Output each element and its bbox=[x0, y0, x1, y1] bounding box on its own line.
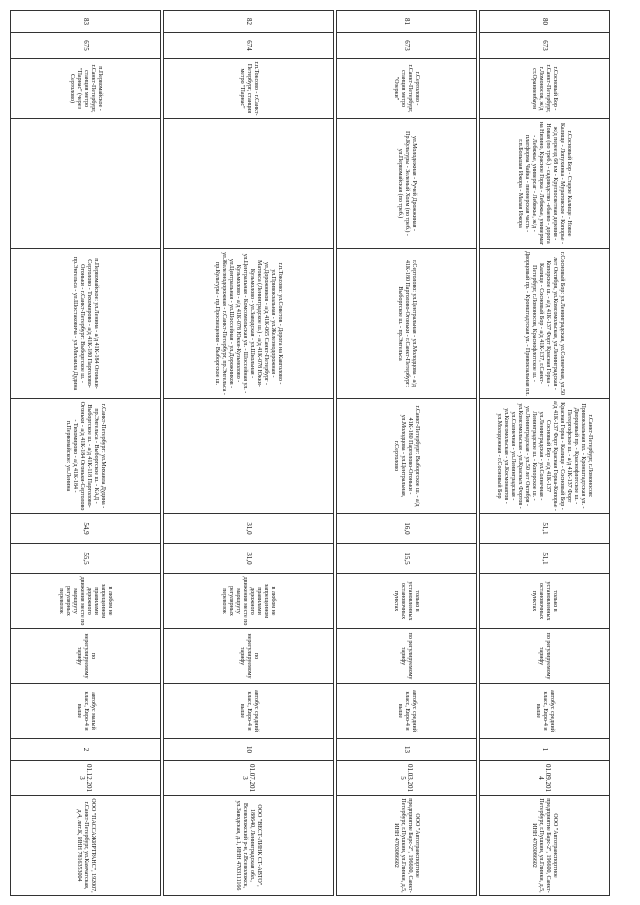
table-row bbox=[11, 11, 161, 896]
intermediate-stops: ул.Молодежная - Ручей Дрожжиная - Пр.Культуры - Зеленый Холм (по треб.) - ул.Первомайская (по треб.) bbox=[337, 119, 477, 249]
row-number: 83 bbox=[11, 11, 161, 33]
separator-cell bbox=[161, 11, 164, 896]
route-streets-back: г.Санкт-Петербург: ул.Михаила Дудина - пр.Энгельса - Выборгское ш. - КАД - Выборгское ш. - а/д 41К-118 Парголово-Огоньки - а/д 41К-184 Огоньки-Сертолово - Тихомирово - а/д 41К-184 - п.Первомайское: ул.Ленина bbox=[11, 399, 161, 514]
route-name: г.Сосновый Бор - г.Санкт-Петербург, г.Ломоносов, ж/д ст.Ораниенбаум bbox=[480, 59, 610, 119]
route-streets-back bbox=[164, 399, 334, 514]
length-back: 31,0 bbox=[164, 544, 334, 574]
row-separator bbox=[161, 11, 164, 896]
separator-cell bbox=[477, 11, 480, 896]
intermediate-stops bbox=[164, 119, 334, 249]
row-number: 81 bbox=[337, 11, 477, 33]
separator-cell bbox=[334, 11, 337, 896]
table-row bbox=[337, 11, 477, 896]
tariff-type: по регулируемому тарифу bbox=[337, 629, 477, 684]
tariff-type: по нерегулируемому тарифу bbox=[164, 629, 334, 684]
tariff-type: по нерегулируемому тарифу bbox=[11, 629, 161, 684]
row-number: 82 bbox=[164, 11, 334, 33]
length-back: 15,5 bbox=[337, 544, 477, 574]
vehicle-count: 2 bbox=[11, 739, 161, 761]
carrier-info: ООО "Автотранспортное предприятие Барс-2", 196600, Санкт-Петербург, г.Пушкин, ул.Глинки, д.5, ИНН 4703086602 bbox=[337, 796, 477, 896]
start-date: 01.07.2013 bbox=[164, 761, 334, 796]
carrier-info: ООО "ВЕСТ-ЛИНК СТ-АВТО", 188640, Ленинградская обл., Всеволожский р-н, г.Всеволожск, ул.Заводская, д.1, ИНН 4703111166 bbox=[164, 796, 334, 896]
carrier-info: ООО "ПАССАЖИРТРАНС", 192007, г.Санкт-Петербург, ул.Камчатская, д.4, лит.К, ИНН 7816353004 bbox=[11, 796, 161, 896]
route-name: п.Первомайское - г.Санкт-Петербург, станция метро "Парнас" (через Сертолово) bbox=[11, 59, 161, 119]
table-row bbox=[164, 11, 334, 896]
stop-rule: только в установленных остановочных пунктах bbox=[337, 574, 477, 629]
route-code: 675 bbox=[11, 33, 161, 59]
carrier-info: ООО "Автотранспортное предприятие Барс-2", 196600, Санкт-Петербург, г.Пушкин, ул.Глинки, д.5, ИНН 4703086602 bbox=[480, 796, 610, 896]
stop-rule: в любом не запрещенном правилами дорожного движения месте по маршруту регулярных перевозок bbox=[164, 574, 334, 629]
route-code: 673 bbox=[337, 33, 477, 59]
vehicle-count: 1 bbox=[480, 739, 610, 761]
route-register-table bbox=[10, 10, 610, 896]
tariff-type: по регулируемому тарифу bbox=[480, 629, 610, 684]
length-forward: 31,0 bbox=[164, 514, 334, 544]
start-date: 01.12.2013 bbox=[11, 761, 161, 796]
intermediate-stops bbox=[11, 119, 161, 249]
vehicle-count: 10 bbox=[164, 739, 334, 761]
stop-rule: только в установленных остановочных пунктах bbox=[480, 574, 610, 629]
table-body bbox=[11, 11, 610, 896]
vehicle-count: 13 bbox=[337, 739, 477, 761]
stop-rule: в любом не запрещенном правилами дорожного движения месте по маршруту регулярных перевозок bbox=[11, 574, 161, 629]
vehicle-class: автобус средний класс, Евро-4 и выше bbox=[164, 684, 334, 739]
length-back: 55,5 bbox=[11, 544, 161, 574]
table-row bbox=[480, 11, 610, 896]
length-forward: 51,1 bbox=[480, 514, 610, 544]
start-date: 01.03.2015 bbox=[337, 761, 477, 796]
route-name: г.Сертолово - г.Санкт-Петербург, станция метро "Озерки" bbox=[337, 59, 477, 119]
route-name: г.п.Токсово - г.Санкт-Петербург, станция метро "Парнас" bbox=[164, 59, 334, 119]
route-streets-forward: г.п.Токсово: ул.Советов - Дорога на Кавголово - ул.Привокзальная - ул.Железнодорожная - ул.Дорожников - а/д 41К-065 Санкт-Петербург - Матокса (Ленинградское ш.) - а/д 41К-078 Юкки-Кузьмолово - ул.Заводская - ул.Школьная - ул.Центральная - Комсомольская ул. - Шоссейная ул. - Кузьмолово - а/д 41К-078 Юкки-Кузьмолово - ул.Центральная - ул.Шоссейная - ул.Дорожников - ул.Железнодорожная - г.Санкт-Петербург, пр.Энгельса - пр.Культуры - пр.Просвещения - Выборгское ш. bbox=[164, 249, 334, 399]
row-number: 80 bbox=[480, 11, 610, 33]
start-date: 01.09.2014 bbox=[480, 761, 610, 796]
length-back: 51,1 bbox=[480, 544, 610, 574]
intermediate-stops: г.Сосновый Бор - Старое Калище - Новое Калище - Лопухинка - Муратовское - Копорье - ж/д переезд 68 км - Круглосветная деревня - Новая (по треб.) - садоводство -ебаево - дорога на Низино, Красное Горка - Лебяжье, универмаг - Лебяжье, универсаг - Лебяжье, ж/д - платформа Чайка - пионерская часть - г.п.Большая Ижора - Малая Ижора bbox=[480, 119, 610, 249]
route-code: 674 bbox=[164, 33, 334, 59]
row-separator bbox=[334, 11, 337, 896]
route-streets-back: г.Санкт-Петербург, г.Ломоносов: Привокзальная пл. - Кронштадтская ул. - Дворцовый пр. - Краснофлотское ш. - Петергофское ш. - а/д 41К-137 Форт Красная Горка - Калище - Сосновый Бор - а/д 41К-137 Форт Красная Горка-Копорье - Сосновый Бор - а/д 41К-137 ул.Ленинградская - ул.Солнечная - Ленинградское ш. - Копорское ш. - ул.Ленинградская - ул.50 лет Октября - ул.Комсомольская - ул.Красных Фортов - ул.Солнечная - ул.Ленинградская - ул.Комсомольская - ул.Космонавтов - ул.Молодежная - г.Сосновый Бор bbox=[480, 399, 610, 514]
row-separator bbox=[477, 11, 480, 896]
route-streets-forward: п.Первомайское: ул.Ленина - а/д 41К-184 Огоньки-Сертолово - Тихомирово - а/д 41К-180 Парголово-Огоньки - г.Санкт-Петербург: Выборгское ш. - пр.Энгельса - ул.Шостаковича - ул.Михаила Дудина bbox=[11, 249, 161, 399]
route-streets-forward: г.Сосновый Бор: ул.Ленинградская, ул.Солнечная, ул.50 лет Октября, ул.Комсомольская, ул.Ленинградская - Копорское ш. - а/д 41К-137 Форт Красная Горка - Калище - Сосновый Бор - а/д 41К-137, г.Санкт-Петербург, г.Ломоносов, Краснофлотское ш. - Дворцовый пр. - Кронштадтская ул. - Привокзальная пл. bbox=[480, 249, 610, 399]
route-streets-back: г.Санкт-Петербург: Выборгское ш. - а/д 41К-180 Парголово-Огоньки - ул.Молодцова - ул.Центральная, г.Сертолово bbox=[337, 399, 477, 514]
route-code: 673 bbox=[480, 33, 610, 59]
vehicle-class: автобус средний класс, Евро-4 и выше bbox=[337, 684, 477, 739]
length-forward: 16,0 bbox=[337, 514, 477, 544]
vehicle-class: автобус средний класс, Евро-4 и выше bbox=[480, 684, 610, 739]
length-forward: 54,9 bbox=[11, 514, 161, 544]
vehicle-class: автобус малый класс, Евро-4 и выше bbox=[11, 684, 161, 739]
route-streets-forward: г.Сертолово: ул.Центральная - ул.Молодцова - а/д 41К-180 Парголово-Огоньки - г.Санкт-Петербург: Выборгское ш. - пр.Энгельса bbox=[337, 249, 477, 399]
